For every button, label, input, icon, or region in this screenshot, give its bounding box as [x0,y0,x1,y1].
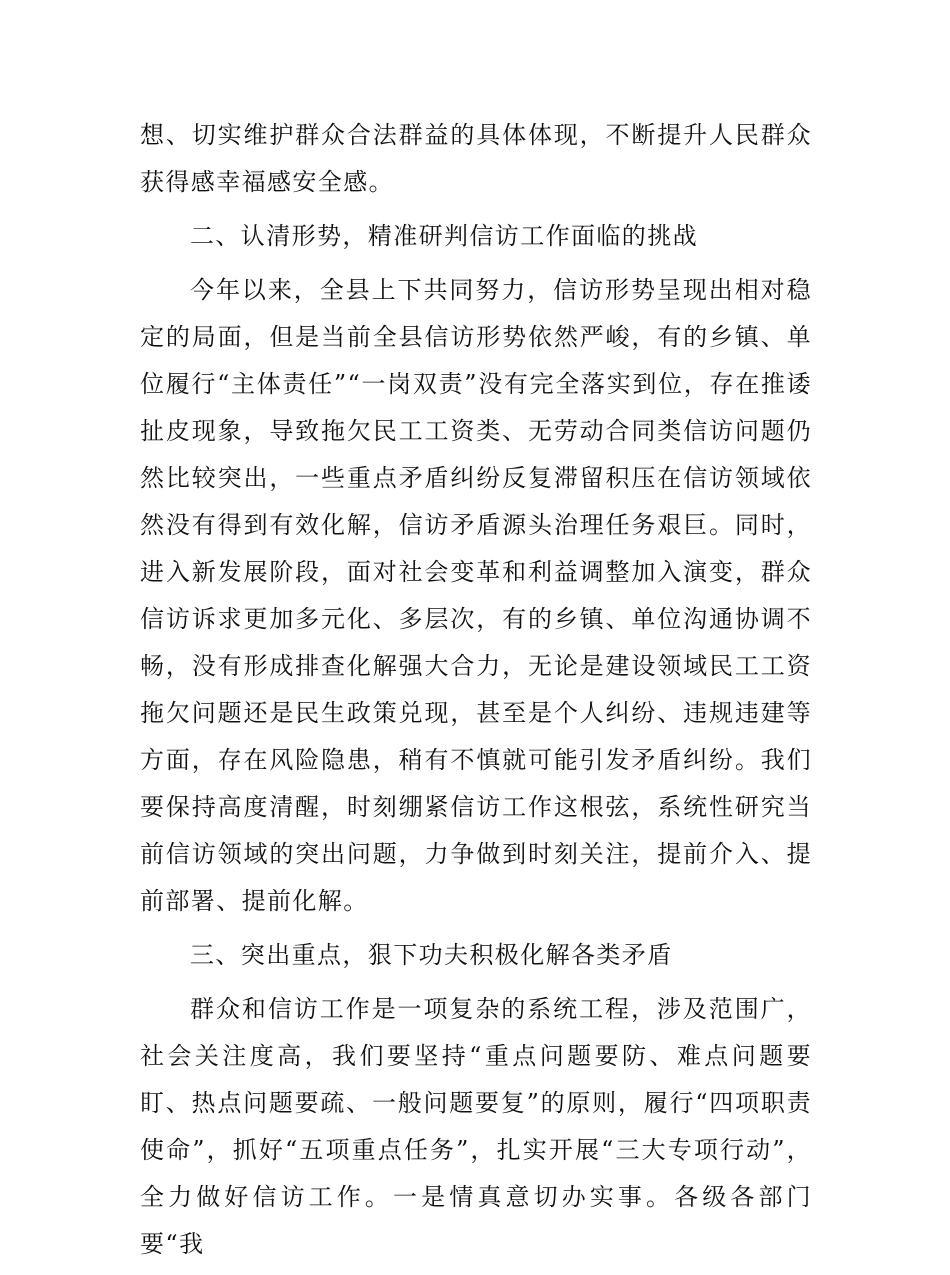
paragraph-continuation: 想、切实维护群众合法群益的具体体现，不断提升人民群众获得感幸福感安全感。 [140,121,812,196]
section-heading-2: 二、认清形势，精准研判信访工作面临的挑战 [190,222,698,250]
section-heading-3: 三、突出重点，狠下功夫积极化解各类矛盾 [190,941,673,969]
document-body [140,112,812,1275]
paragraph-key-points: 群众和信访工作是一项复杂的系统工程，涉及范围广，社会关注度高，我们要坚持“重点问题要防、难点问题要盯、热点问题要疏、一般问题要复”的原则，履行“四项职责使命”，抓好“五项重点任务”，扎实开展“三大专项行动”，全力做好信访工作。一是情真意切办实事。各级各部门要“我 [140,995,812,1258]
paragraph-situation: 今年以来，全县上下共同努力，信访形势呈现出相对稳定的局面，但是当前全县信访形势依然严峻，有的乡镇、单位履行“主体责任”“一岗双责”没有完全落实到位，存在推诿扯皮现象，导致拖欠民工工资类、无劳动合同类信访问题仍然比较突出，一些重点矛盾纠纷反复滞留积压在信访领域依然没有得到有效化解，信访矛盾源头治理任务艰巨。同时，进入新发展阶段，面对社会变革和利益调整加入演变，群众信访诉求更加多元化、多层次，有的乡镇、单位沟通协调不畅，没有形成排查化解强大合力，无论是建设领域民工工资拖欠问题还是民生政策兑现，甚至是个人纠纷、违规违建等方面，存在风险隐患，稍有不慎就可能引发矛盾纠纷。我们要保持高度清醒，时刻绷紧信访工作这根弦，系统性研究当前信访领域的突出问题，力争做到时刻关注，提前介入、提前部署、提前化解。 [140,276,812,915]
